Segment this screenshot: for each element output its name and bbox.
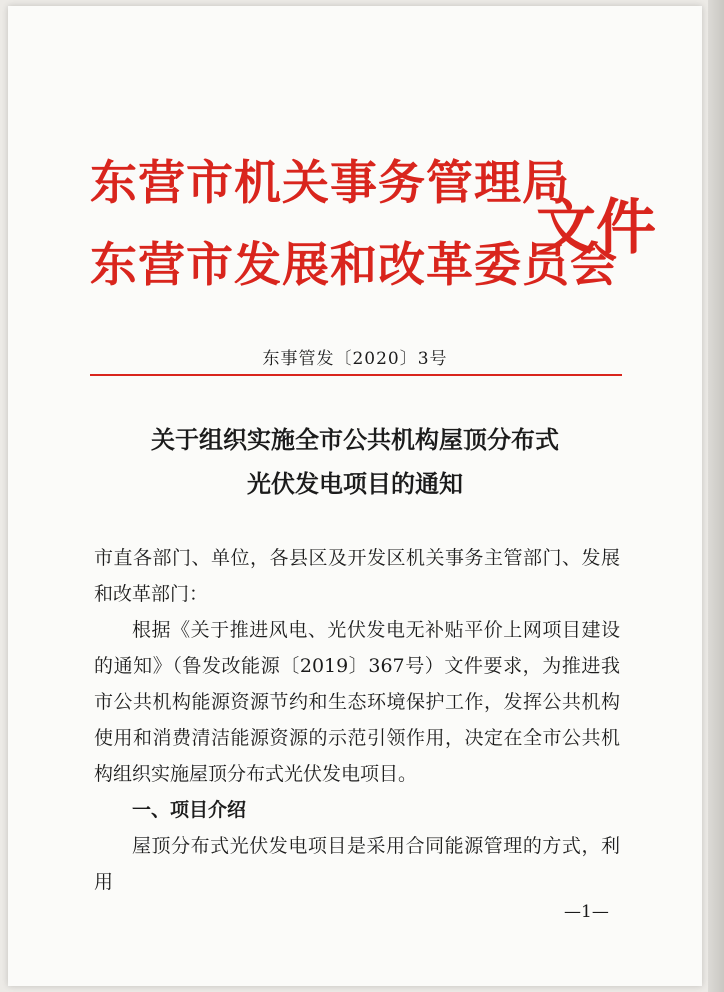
document-header [90, 146, 656, 316]
salutation: 市直各部门、单位，各县区及开发区机关事务主管部门、发展和改革部门： [94, 547, 620, 605]
document-word: 文件 [536, 193, 656, 263]
scan-edge [708, 0, 724, 992]
issuing-organization-1: 东营市机关事务管理局 [90, 156, 570, 211]
issuing-organization-2: 东营市发展和改革委员会 [90, 238, 618, 293]
document-title-line-2: 光伏发电项目的通知 [247, 470, 463, 498]
red-divider [90, 374, 622, 376]
document-page [8, 6, 702, 986]
section-heading: 一、项目介绍 [132, 799, 247, 821]
document-number: 东事管发〔2020〕3号 [262, 349, 448, 369]
document-title-line-1: 关于组织实施全市公共机构屋顶分布式 [151, 426, 559, 454]
body-paragraph: 根据《关于推进风电、光伏发电无补贴平价上网项目建设的通知》（鲁发改能源〔2019〕367号）文件要求，为推进我市公共机构能源资源节约和生态环境保护工作，发挥公共机构使用和消费清洁能源资源的示范引领作用，决定在全市公共机构组织实施屋顶分布式光伏发电项目。 [94, 619, 620, 785]
page-number: —1— [564, 902, 609, 922]
document-body [94, 540, 620, 900]
section-paragraph: 屋顶分布式光伏发电项目是采用合同能源管理的方式，利用 [94, 835, 620, 893]
